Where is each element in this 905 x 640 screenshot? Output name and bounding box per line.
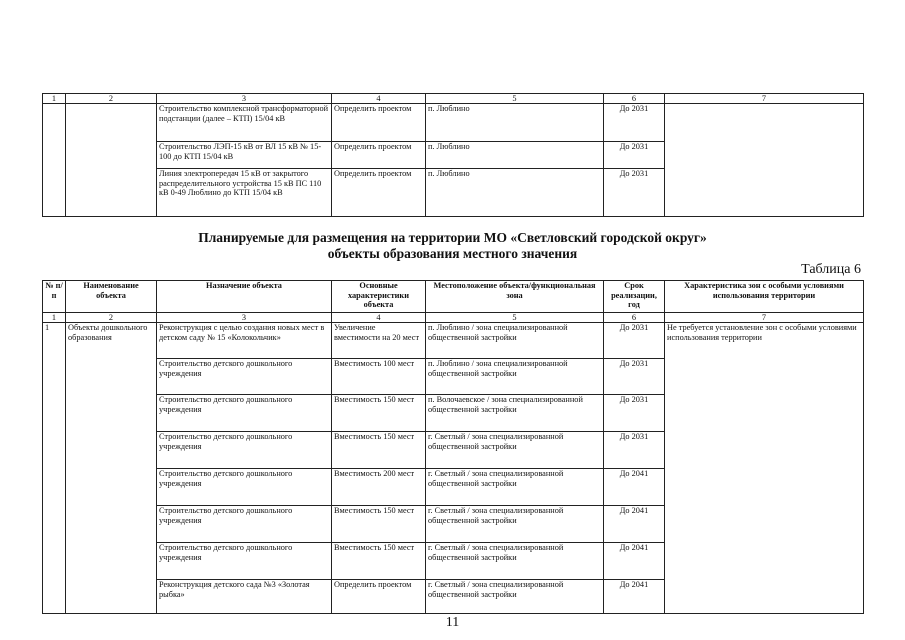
column-number: 7 bbox=[665, 94, 864, 104]
table-continuation bbox=[42, 93, 864, 217]
term-cell: До 2031 bbox=[604, 395, 665, 432]
empty-cell bbox=[66, 104, 157, 217]
location-cell: п. Люблино bbox=[426, 142, 604, 169]
characteristics-cell: Вместимость 150 мест bbox=[332, 395, 426, 432]
term-cell: До 2031 bbox=[604, 432, 665, 469]
column-number: 4 bbox=[332, 94, 426, 104]
column-number: 2 bbox=[66, 313, 157, 323]
purpose-cell: Реконструкция с целью создания новых мест в детском саду № 15 «Колокольчик» bbox=[157, 323, 332, 359]
header-purpose: Назначение объекта bbox=[157, 281, 332, 313]
purpose-cell: Реконструкция детского сада №3 «Золотая рыбка» bbox=[157, 580, 332, 614]
column-number: 1 bbox=[43, 313, 66, 323]
header-num: № п/п bbox=[43, 281, 66, 313]
header-name: Наименование объекта bbox=[66, 281, 157, 313]
table-6 bbox=[42, 280, 864, 614]
group-number-cell: 1 bbox=[43, 323, 66, 614]
group-name-cell: Объекты дошкольного образования bbox=[66, 323, 157, 614]
column-number: 5 bbox=[426, 94, 604, 104]
header-zones: Характеристика зон с особыми условиями использования территории bbox=[665, 281, 864, 313]
section-title-line-1: Планируемые для размещения на территории МО «Светловский городской округ» bbox=[198, 230, 707, 245]
column-number: 2 bbox=[66, 94, 157, 104]
purpose-cell: Строительство детского дошкольного учреждения bbox=[157, 469, 332, 506]
term-cell: До 2041 bbox=[604, 469, 665, 506]
purpose-cell: Строительство детского дошкольного учреждения bbox=[157, 432, 332, 469]
term-cell: До 2031 bbox=[604, 169, 665, 217]
characteristics-cell: Вместимость 150 мест bbox=[332, 432, 426, 469]
characteristics-cell: Определить проектом bbox=[332, 104, 426, 142]
column-number: 7 bbox=[665, 313, 864, 323]
term-cell: До 2031 bbox=[604, 323, 665, 359]
purpose-cell: Строительство детского дошкольного учреждения bbox=[157, 543, 332, 580]
characteristics-cell: Вместимость 150 мест bbox=[332, 506, 426, 543]
empty-cell bbox=[665, 104, 864, 217]
location-cell: п. Волочаевское / зона специализированной общественной застройки bbox=[426, 395, 604, 432]
purpose-cell: Строительство комплексной трансформаторной подстанции (далее – КТП) 15/04 кВ bbox=[157, 104, 332, 142]
location-cell: г. Светлый / зона специализированной общественной застройки bbox=[426, 469, 604, 506]
column-number: 3 bbox=[157, 313, 332, 323]
column-number: 6 bbox=[604, 313, 665, 323]
location-cell: п. Люблино bbox=[426, 104, 604, 142]
header-location: Местоположение объекта/функциональная зона bbox=[426, 281, 604, 313]
column-number: 3 bbox=[157, 94, 332, 104]
characteristics-cell: Вместимость 200 мест bbox=[332, 469, 426, 506]
column-number-row bbox=[43, 313, 864, 323]
characteristics-cell: Определить проектом bbox=[332, 580, 426, 614]
column-number: 6 bbox=[604, 94, 665, 104]
term-cell: До 2031 bbox=[604, 104, 665, 142]
location-cell: п. Люблино / зона специализированной общественной застройки bbox=[426, 359, 604, 395]
table-label: Таблица 6 bbox=[801, 262, 861, 277]
purpose-cell: Строительство ЛЭП-15 кВ от ВЛ 15 кВ № 15-100 до КТП 15/04 кВ bbox=[157, 142, 332, 169]
term-cell: До 2041 bbox=[604, 580, 665, 614]
term-cell: До 2031 bbox=[604, 142, 665, 169]
location-cell: г. Светлый / зона специализированной общественной застройки bbox=[426, 543, 604, 580]
purpose-cell: Линия электропередач 15 кВ от закрытого распределительного устройства 15 кВ ПС 110 кВ 0-49 Люблино до КТП 15/04 кВ bbox=[157, 169, 332, 217]
table-header-row bbox=[43, 281, 864, 313]
page-number: 11 bbox=[445, 615, 460, 630]
table-row bbox=[43, 323, 864, 359]
empty-cell bbox=[43, 104, 66, 217]
header-term: Срок реализации, год bbox=[604, 281, 665, 313]
section-title-line-2: объекты образования местного значения bbox=[327, 246, 578, 261]
term-cell: До 2041 bbox=[604, 506, 665, 543]
column-number: 5 bbox=[426, 313, 604, 323]
purpose-cell: Строительство детского дошкольного учреждения bbox=[157, 359, 332, 395]
location-cell: г. Светлый / зона специализированной общественной застройки bbox=[426, 506, 604, 543]
characteristics-cell: Вместимость 150 мест bbox=[332, 543, 426, 580]
term-cell: До 2041 bbox=[604, 543, 665, 580]
location-cell: п. Люблино / зона специализированной общественной застройки bbox=[426, 323, 604, 359]
term-cell: До 2031 bbox=[604, 359, 665, 395]
header-characteristics: Основные характеристики объекта bbox=[332, 281, 426, 313]
characteristics-cell: Определить проектом bbox=[332, 142, 426, 169]
purpose-cell: Строительство детского дошкольного учреждения bbox=[157, 395, 332, 432]
characteristics-cell: Вместимость 100 мест bbox=[332, 359, 426, 395]
purpose-cell: Строительство детского дошкольного учреждения bbox=[157, 506, 332, 543]
location-cell: г. Светлый / зона специализированной общественной застройки bbox=[426, 580, 604, 614]
location-cell: г. Светлый / зона специализированной общественной застройки bbox=[426, 432, 604, 469]
characteristics-cell: Определить проектом bbox=[332, 169, 426, 217]
zones-cell: Не требуется установление зон с особыми условиями использования территории bbox=[665, 323, 864, 614]
column-number: 4 bbox=[332, 313, 426, 323]
table-row bbox=[43, 104, 864, 142]
location-cell: п. Люблино bbox=[426, 169, 604, 217]
characteristics-cell: Увеличение вместимости на 20 мест bbox=[332, 323, 426, 359]
column-number-row bbox=[43, 94, 864, 104]
column-number: 1 bbox=[43, 94, 66, 104]
